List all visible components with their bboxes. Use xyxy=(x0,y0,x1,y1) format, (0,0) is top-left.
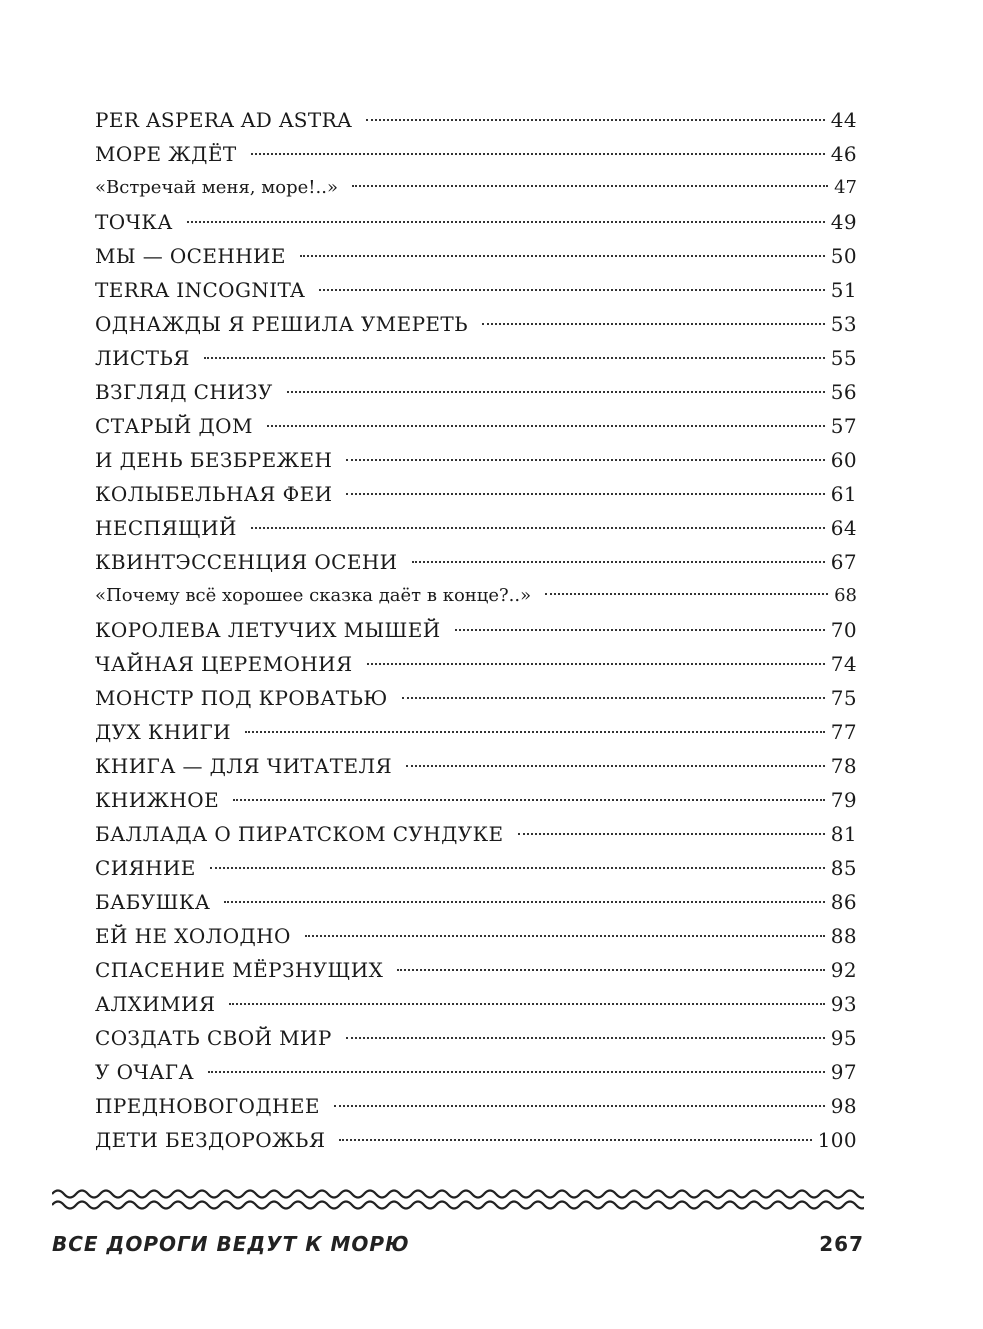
toc-entry-title: БАБУШКА xyxy=(95,890,211,914)
page-footer xyxy=(52,1232,864,1256)
toc-entry xyxy=(95,579,857,613)
toc-entry-title: МЫ — ОСЕННИЕ xyxy=(95,244,286,268)
dot-leader xyxy=(406,765,825,767)
toc-entry-title: КНИГА — ДЛЯ ЧИТАТЕЛЯ xyxy=(95,754,393,778)
toc-entry xyxy=(95,409,857,443)
toc-entry xyxy=(95,613,857,647)
toc-entry xyxy=(95,851,857,885)
dot-leader xyxy=(482,323,825,325)
toc-entry-page: 60 xyxy=(830,448,857,472)
toc-entry-page: 61 xyxy=(830,482,857,506)
toc-entry-page: 85 xyxy=(830,856,857,880)
dot-leader xyxy=(412,561,825,563)
dot-leader xyxy=(233,799,825,801)
toc-entry-page: 68 xyxy=(834,585,857,606)
toc-entry-page: 74 xyxy=(830,652,857,676)
toc-entry-title: ЕЙ НЕ ХОЛОДНО xyxy=(95,924,291,948)
toc-entry-title: СТАРЫЙ ДОМ xyxy=(95,414,253,438)
toc-entry xyxy=(95,1123,857,1157)
toc-entry-title: СПАСЕНИЕ МЁРЗНУЩИХ xyxy=(95,958,384,982)
toc-entry xyxy=(95,273,857,307)
dot-leader xyxy=(305,935,825,937)
toc-entry-title: И ДЕНЬ БЕЗБРЕЖЕН xyxy=(95,448,333,472)
wave-divider xyxy=(52,1186,864,1212)
toc-entry xyxy=(95,953,857,987)
dot-leader xyxy=(204,357,825,359)
dot-leader xyxy=(287,391,825,393)
toc-entry xyxy=(95,171,857,205)
toc-entry xyxy=(95,817,857,851)
toc-entry-title: КОРОЛЕВА ЛЕТУЧИХ МЫШЕЙ xyxy=(95,618,441,642)
toc-entry-page: 49 xyxy=(830,210,857,234)
dot-leader xyxy=(346,493,824,495)
toc-entry-title: ТОЧКА xyxy=(95,210,173,234)
toc-entry-page: 55 xyxy=(830,346,857,370)
toc-entry-title: ЛИСТЬЯ xyxy=(95,346,190,370)
dot-leader xyxy=(339,1139,811,1141)
toc-entry xyxy=(95,885,857,919)
toc-entry xyxy=(95,681,857,715)
toc-entry-page: 81 xyxy=(830,822,857,846)
toc-entry-page: 46 xyxy=(830,142,857,166)
toc-entry-page: 95 xyxy=(830,1026,857,1050)
toc-entry xyxy=(95,647,857,681)
toc-entry-title: ЧАЙНАЯ ЦЕРЕМОНИЯ xyxy=(95,652,353,676)
toc-entry-title: СОЗДАТЬ СВОЙ МИР xyxy=(95,1026,332,1050)
toc-entry-page: 93 xyxy=(830,992,857,1016)
toc-entry-title: У ОЧАГА xyxy=(95,1060,195,1084)
toc-entry-title: ДЕТИ БЕЗДОРОЖЬЯ xyxy=(95,1128,326,1152)
toc-entry-title: МОНСТР ПОД КРОВАТЬЮ xyxy=(95,686,388,710)
toc-entry-page: 47 xyxy=(834,177,857,198)
dot-leader xyxy=(334,1105,825,1107)
dot-leader xyxy=(397,969,825,971)
toc-entry xyxy=(95,511,857,545)
toc-entry-title: «Встречай меня, море!..» xyxy=(95,177,338,198)
toc-entry xyxy=(95,715,857,749)
toc-entry-title: КОЛЫБЕЛЬНАЯ ФЕИ xyxy=(95,482,333,506)
dot-leader xyxy=(402,697,825,699)
dot-leader xyxy=(367,663,825,665)
dot-leader xyxy=(545,593,828,595)
toc-entry-title: СИЯНИЕ xyxy=(95,856,196,880)
toc-entry xyxy=(95,477,857,511)
dot-leader xyxy=(346,1037,825,1039)
toc-entry-title: МОРЕ ЖДЁТ xyxy=(95,142,237,166)
toc-entry xyxy=(95,239,857,273)
dot-leader xyxy=(224,901,825,903)
toc-entry-title: БАЛЛАДА О ПИРАТСКОМ СУНДУКЕ xyxy=(95,822,504,846)
page-number: 267 xyxy=(819,1232,864,1256)
toc-entry xyxy=(95,987,857,1021)
toc-entry-page: 44 xyxy=(830,108,857,132)
toc-entry-page: 67 xyxy=(830,550,857,574)
toc-entry xyxy=(95,307,857,341)
toc-entry-title: ПРЕДНОВОГОДНЕЕ xyxy=(95,1094,320,1118)
toc-entry xyxy=(95,341,857,375)
toc-entry-page: 75 xyxy=(830,686,857,710)
toc-entry-title: ВЗГЛЯД СНИЗУ xyxy=(95,380,273,404)
toc-entry xyxy=(95,749,857,783)
toc-entry-title: TERRA INCOGNITA xyxy=(95,278,306,302)
dot-leader xyxy=(267,425,825,427)
toc-entry-title: ОДНАЖДЫ Я РЕШИЛА УМЕРЕТЬ xyxy=(95,312,469,336)
toc-entry xyxy=(95,103,857,137)
toc-entry-page: 64 xyxy=(830,516,857,540)
toc-entry xyxy=(95,919,857,953)
dot-leader xyxy=(319,289,825,291)
dot-leader xyxy=(245,731,825,733)
toc-entry-page: 77 xyxy=(830,720,857,744)
toc-entry-page: 51 xyxy=(830,278,857,302)
dot-leader xyxy=(251,153,825,155)
dot-leader xyxy=(455,629,825,631)
toc-entry-title: НЕСПЯЩИЙ xyxy=(95,516,237,540)
toc-entry-page: 56 xyxy=(830,380,857,404)
dot-leader xyxy=(208,1071,825,1073)
toc-entry-page: 53 xyxy=(830,312,857,336)
toc-entry xyxy=(95,205,857,239)
toc-entry xyxy=(95,1055,857,1089)
dot-leader xyxy=(352,185,828,187)
toc-entry xyxy=(95,1089,857,1123)
toc-entry-page: 92 xyxy=(830,958,857,982)
toc-entry xyxy=(95,443,857,477)
table-of-contents xyxy=(95,103,857,1157)
toc-entry xyxy=(95,375,857,409)
toc-entry-page: 78 xyxy=(830,754,857,778)
toc-entry xyxy=(95,545,857,579)
toc-entry-title: PER ASPERA AD ASTRA xyxy=(95,108,352,132)
toc-entry-title: КВИНТЭССЕНЦИЯ ОСЕНИ xyxy=(95,550,398,574)
toc-entry xyxy=(95,137,857,171)
toc-entry xyxy=(95,1021,857,1055)
toc-entry-page: 88 xyxy=(830,924,857,948)
toc-entry-title: АЛХИМИЯ xyxy=(95,992,216,1016)
toc-entry-page: 86 xyxy=(830,890,857,914)
toc-entry-page: 100 xyxy=(817,1128,857,1152)
dot-leader xyxy=(346,459,824,461)
running-title: ВСЕ ДОРОГИ ВЕДУТ К МОРЮ xyxy=(52,1232,410,1256)
dot-leader xyxy=(251,527,825,529)
dot-leader xyxy=(210,867,825,869)
dot-leader xyxy=(366,119,825,121)
dot-leader xyxy=(300,255,825,257)
toc-entry-page: 50 xyxy=(830,244,857,268)
toc-entry-page: 57 xyxy=(830,414,857,438)
toc-entry-page: 97 xyxy=(830,1060,857,1084)
toc-entry-title: КНИЖНОЕ xyxy=(95,788,220,812)
toc-entry-title: «Почему всё хорошее сказка даёт в конце?..» xyxy=(95,585,532,606)
toc-entry-page: 98 xyxy=(830,1094,857,1118)
toc-entry-title: ДУХ КНИГИ xyxy=(95,720,231,744)
toc-entry-page: 70 xyxy=(830,618,857,642)
dot-leader xyxy=(229,1003,824,1005)
dot-leader xyxy=(187,221,825,223)
dot-leader xyxy=(518,833,825,835)
toc-entry xyxy=(95,783,857,817)
toc-entry-page: 79 xyxy=(830,788,857,812)
